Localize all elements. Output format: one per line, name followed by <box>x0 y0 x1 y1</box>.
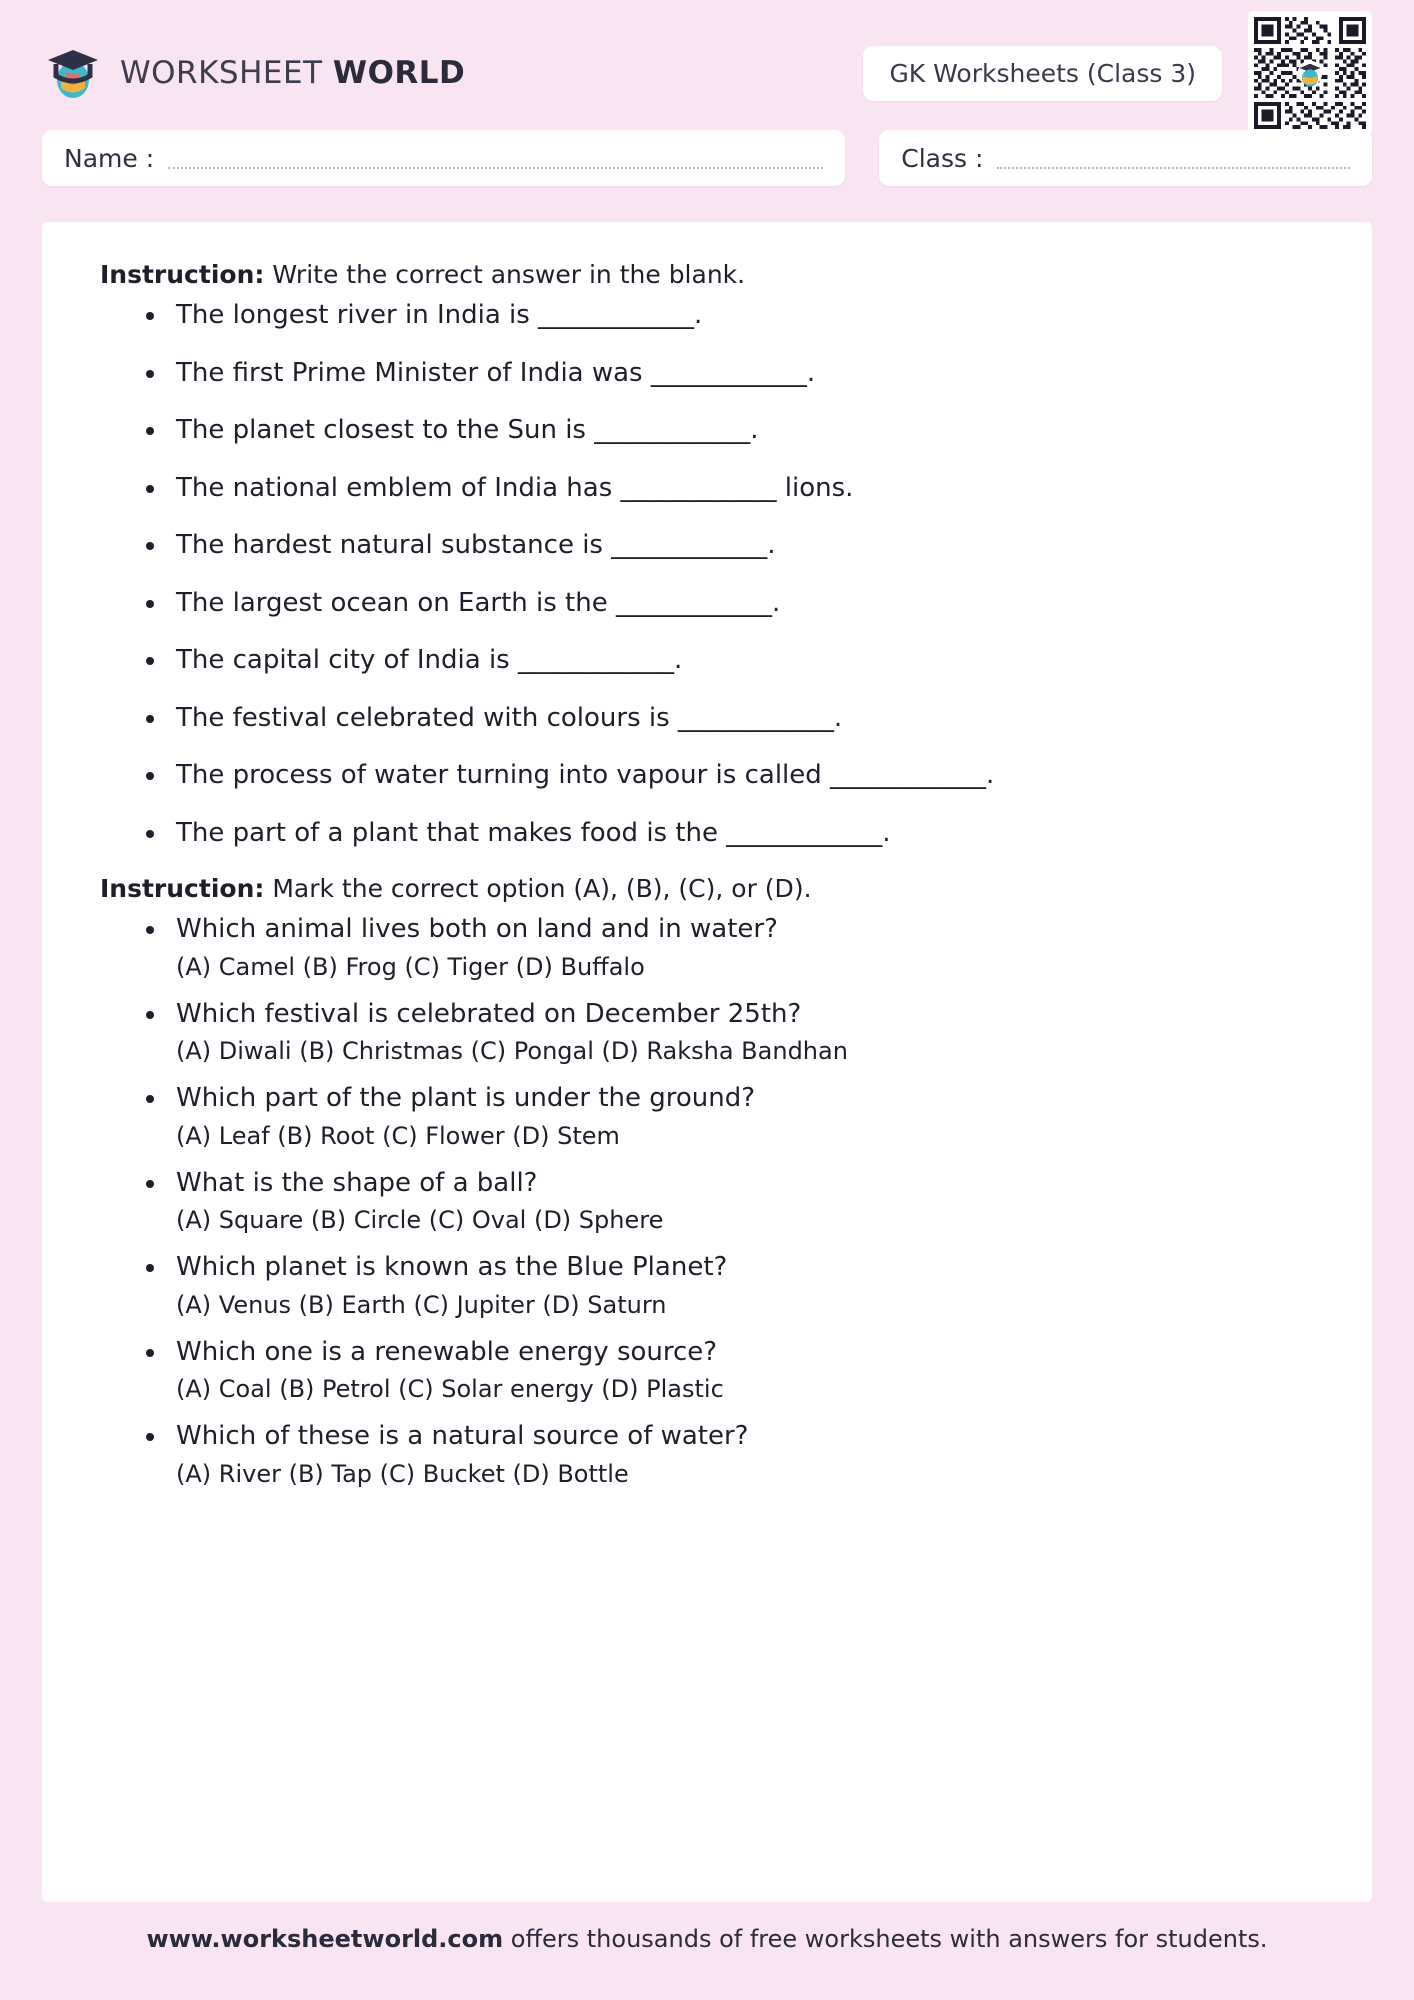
mcq-options: (A) River (B) Tap (C) Bucket (D) Bottle <box>176 1459 629 1488</box>
footer-site-link[interactable]: www.worksheetworld.com <box>146 1925 504 1953</box>
qr-code-icon[interactable] <box>1248 11 1372 135</box>
list-item: The festival celebrated with colours is ____________. <box>144 702 1332 735</box>
mcq-question: What is the shape of a ball? <box>176 1167 538 1198</box>
worksheet-title-pill: GK Worksheets (Class 3) <box>863 46 1222 101</box>
list-item <box>144 1251 1332 1320</box>
brand-row <box>42 30 1372 116</box>
mcq-options: (A) Venus (B) Earth (C) Jupiter (D) Saturn <box>176 1290 667 1319</box>
list-item: The capital city of India is ____________. <box>144 644 1332 677</box>
instruction-text-2: Mark the correct option (A), (B), (C), or (D). <box>272 874 812 903</box>
class-field[interactable] <box>879 130 1372 186</box>
brand-title: WORKSHEET WORLD <box>120 55 466 91</box>
list-item: The planet closest to the Sun is ____________. <box>144 414 1332 447</box>
list-item <box>144 998 1332 1067</box>
list-item: The first Prime Minister of India was ____________. <box>144 357 1332 390</box>
mcq-question: Which planet is known as the Blue Planet? <box>176 1252 728 1282</box>
mcq-question: Which one is a renewable energy source? <box>176 1336 718 1367</box>
list-item <box>144 1420 1332 1489</box>
graduation-cap-logo-icon <box>42 42 104 104</box>
mcq-options: (A) Camel (B) Frog (C) Tiger (D) Buffalo <box>176 952 645 981</box>
instruction-label-1: Instruction: <box>100 260 265 289</box>
mcq-options: (A) Leaf (B) Root (C) Flower (D) Stem <box>176 1121 620 1150</box>
instruction-mcq <box>100 874 1332 903</box>
footer-tagline: offers thousands of free worksheets with answers for students. <box>503 1925 1268 1953</box>
instruction-label-2: Instruction: <box>100 874 265 903</box>
fill-in-blank-question-list <box>144 299 1332 849</box>
mcq-options: (A) Square (B) Circle (C) Oval (D) Sphere <box>176 1206 664 1234</box>
name-field[interactable] <box>42 130 845 186</box>
list-item: The national emblem of India has ____________ lions. <box>144 472 1332 505</box>
mcq-options: (A) Diwali (B) Christmas (C) Pongal (D) Raksha Bandhan <box>176 1037 848 1065</box>
list-item: The longest river in India is ____________. <box>144 299 1332 332</box>
list-item: The part of a plant that makes food is the ____________. <box>144 817 1332 850</box>
qr-code-svg <box>1254 17 1366 129</box>
name-input-line[interactable] <box>168 147 823 169</box>
mcq-question: Which part of the plant is under the ground? <box>176 1083 756 1113</box>
instruction-text-1: Write the correct answer in the blank. <box>272 260 746 289</box>
mcq-question: Which festival is celebrated on December 25th? <box>176 998 802 1029</box>
worksheet-sheet <box>42 222 1372 1902</box>
class-label: Class : <box>901 143 984 173</box>
mcq-options: (A) Coal (B) Petrol (C) Solar energy (D) Plastic <box>176 1375 724 1403</box>
list-item <box>144 1082 1332 1151</box>
list-item: The largest ocean on Earth is the ____________. <box>144 587 1332 620</box>
list-item <box>144 1336 1332 1405</box>
mcq-question-list <box>144 913 1332 1489</box>
list-item <box>144 1167 1332 1236</box>
name-label: Name : <box>64 143 155 173</box>
list-item: The hardest natural substance is ____________. <box>144 529 1332 562</box>
list-item: The process of water turning into vapour is called ____________. <box>144 759 1332 792</box>
brand <box>42 42 465 104</box>
list-item <box>144 913 1332 982</box>
page-footer <box>0 1925 1414 1953</box>
student-fields-row <box>42 130 1372 186</box>
mcq-question: Which of these is a natural source of water? <box>176 1421 749 1451</box>
class-input-line[interactable] <box>997 147 1350 169</box>
page-header <box>0 0 1414 210</box>
mcq-question: Which animal lives both on land and in water? <box>176 914 778 944</box>
instruction-fill-blanks <box>100 260 1332 289</box>
